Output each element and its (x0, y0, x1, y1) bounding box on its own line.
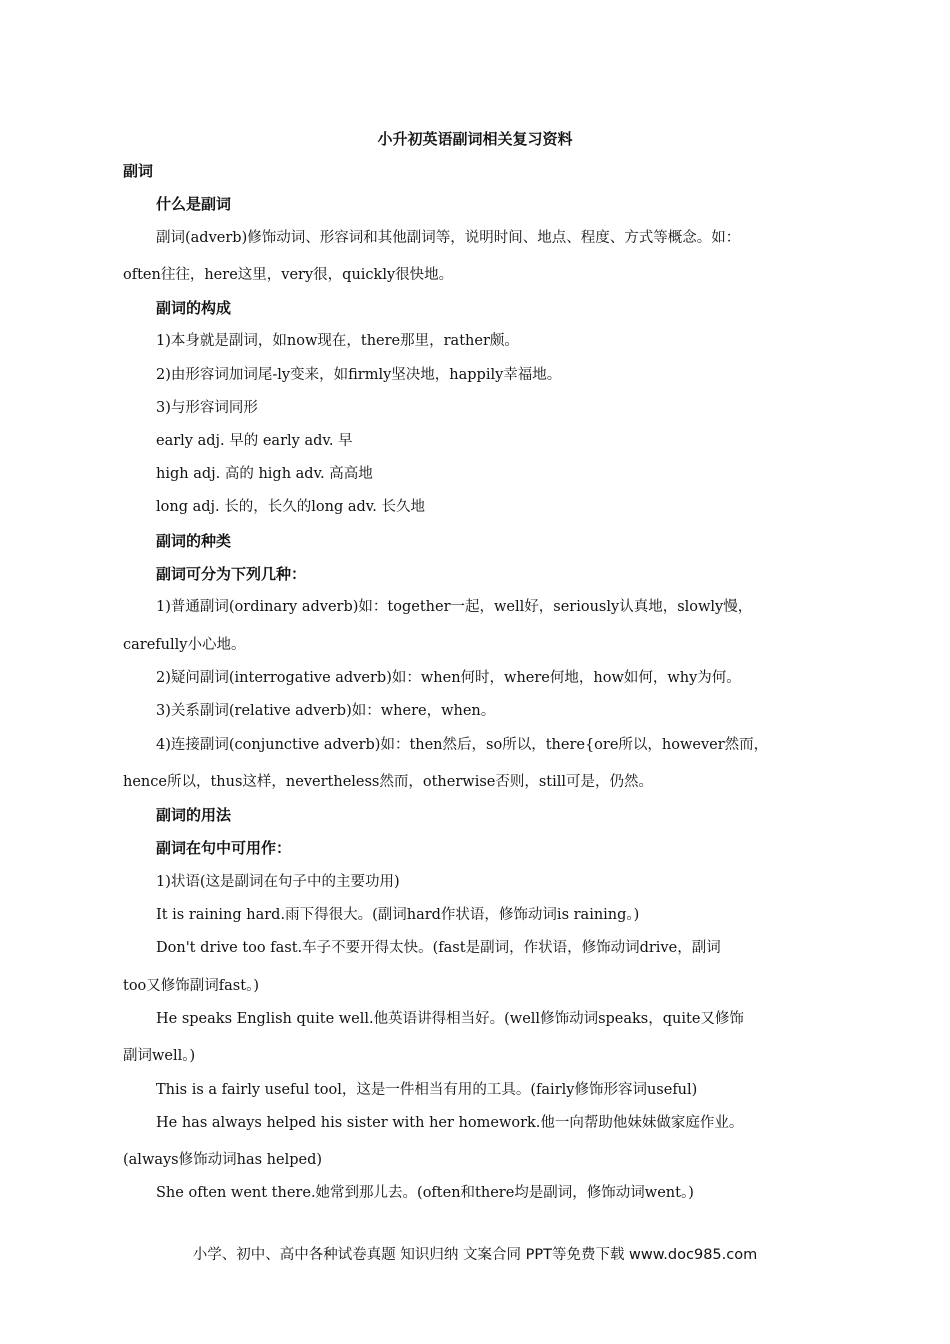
paragraph-line: 2)由形容词加词尾-ly变来，如firmly坚决地，happily幸福地。 (156, 367, 562, 383)
subheading: 什么是副词 (156, 195, 232, 213)
paragraph-line: 2)疑问副词(interrogative adverb)如：when何时，where何地，how如何，why为何。 (156, 670, 741, 686)
paragraph-line: She often went there.她常到那儿去。(often和there均是副词，修饰动词went。) (156, 1185, 694, 1201)
paragraph-line: carefully小心地。 (123, 637, 246, 653)
paragraph-line: 1)状语(这是副词在句子中的主要功用) (156, 874, 400, 890)
paragraph-line: 3)与形容词同形 (156, 400, 258, 416)
subheading: 副词的种类 (156, 532, 232, 550)
paragraph-line: 4)连接副词(conjunctive adverb)如：then然后，so所以，there{ore所以，however然而， (156, 737, 769, 753)
subheading: 副词在句中可用作： (156, 839, 292, 857)
paragraph-line: He has always helped his sister with her homework.他一向帮助他妹妹做家庭作业。 (156, 1115, 744, 1131)
paragraph-line: hence所以，thus这样，nevertheless然而，otherwise否则，still可是，仍然。 (123, 774, 654, 790)
subheading: 副词的构成 (156, 299, 232, 317)
paragraph-line: 1)本身就是副词，如now现在，there那里，rather颇。 (156, 333, 519, 349)
paragraph-line: too又修饰副词fast。) (123, 978, 259, 994)
paragraph-line: high adj. 高的 high adv. 高高地 (156, 466, 373, 482)
paragraph-line: long adj. 长的，长久的long adv. 长久地 (156, 499, 425, 515)
paragraph-line: He speaks English quite well.他英语讲得相当好。(well修饰动词speaks，quite又修饰 (156, 1011, 744, 1027)
paragraph-line: often往往，here这里，very很，quickly很快地。 (123, 267, 454, 283)
paragraph-line: 1)普通副词(ordinary adverb)如：together一起，well好，seriously认真地，slowly慢， (156, 599, 753, 615)
subheading: 副词可分为下列几种： (156, 565, 307, 583)
paragraph-line: 3)关系副词(relative adverb)如：where，when。 (156, 703, 496, 719)
paragraph-line: This is a fairly useful tool，这是一件相当有用的工具。(fairly修饰形容词useful) (156, 1082, 698, 1098)
paragraph-line: Don't drive too fast.车子不要开得太快。(fast是副词，作状语，修饰动词drive，副词 (156, 940, 721, 956)
section-heading: 副词 (123, 162, 154, 180)
paragraph-line: 副词(adverb)修饰动词、形容词和其他副词等，说明时间、地点、程度、方式等概念。如： (156, 230, 741, 246)
paragraph-line: (always修饰动词has helped) (123, 1152, 323, 1168)
paragraph-line: 副词well。) (123, 1048, 196, 1064)
page-footer: 小学、初中、高中各种试卷真题 知识归纳 文案合同 PPT等免费下载 www.doc985.com (192, 1247, 758, 1263)
paragraph-line: early adj. 早的 early adv. 早 (156, 433, 353, 449)
document-title: 小升初英语副词相关复习资料 (377, 130, 573, 148)
subheading: 副词的用法 (156, 806, 232, 824)
paragraph-line: It is raining hard.雨下得很大。(副词hard作状语，修饰动词is raining。) (156, 907, 640, 923)
